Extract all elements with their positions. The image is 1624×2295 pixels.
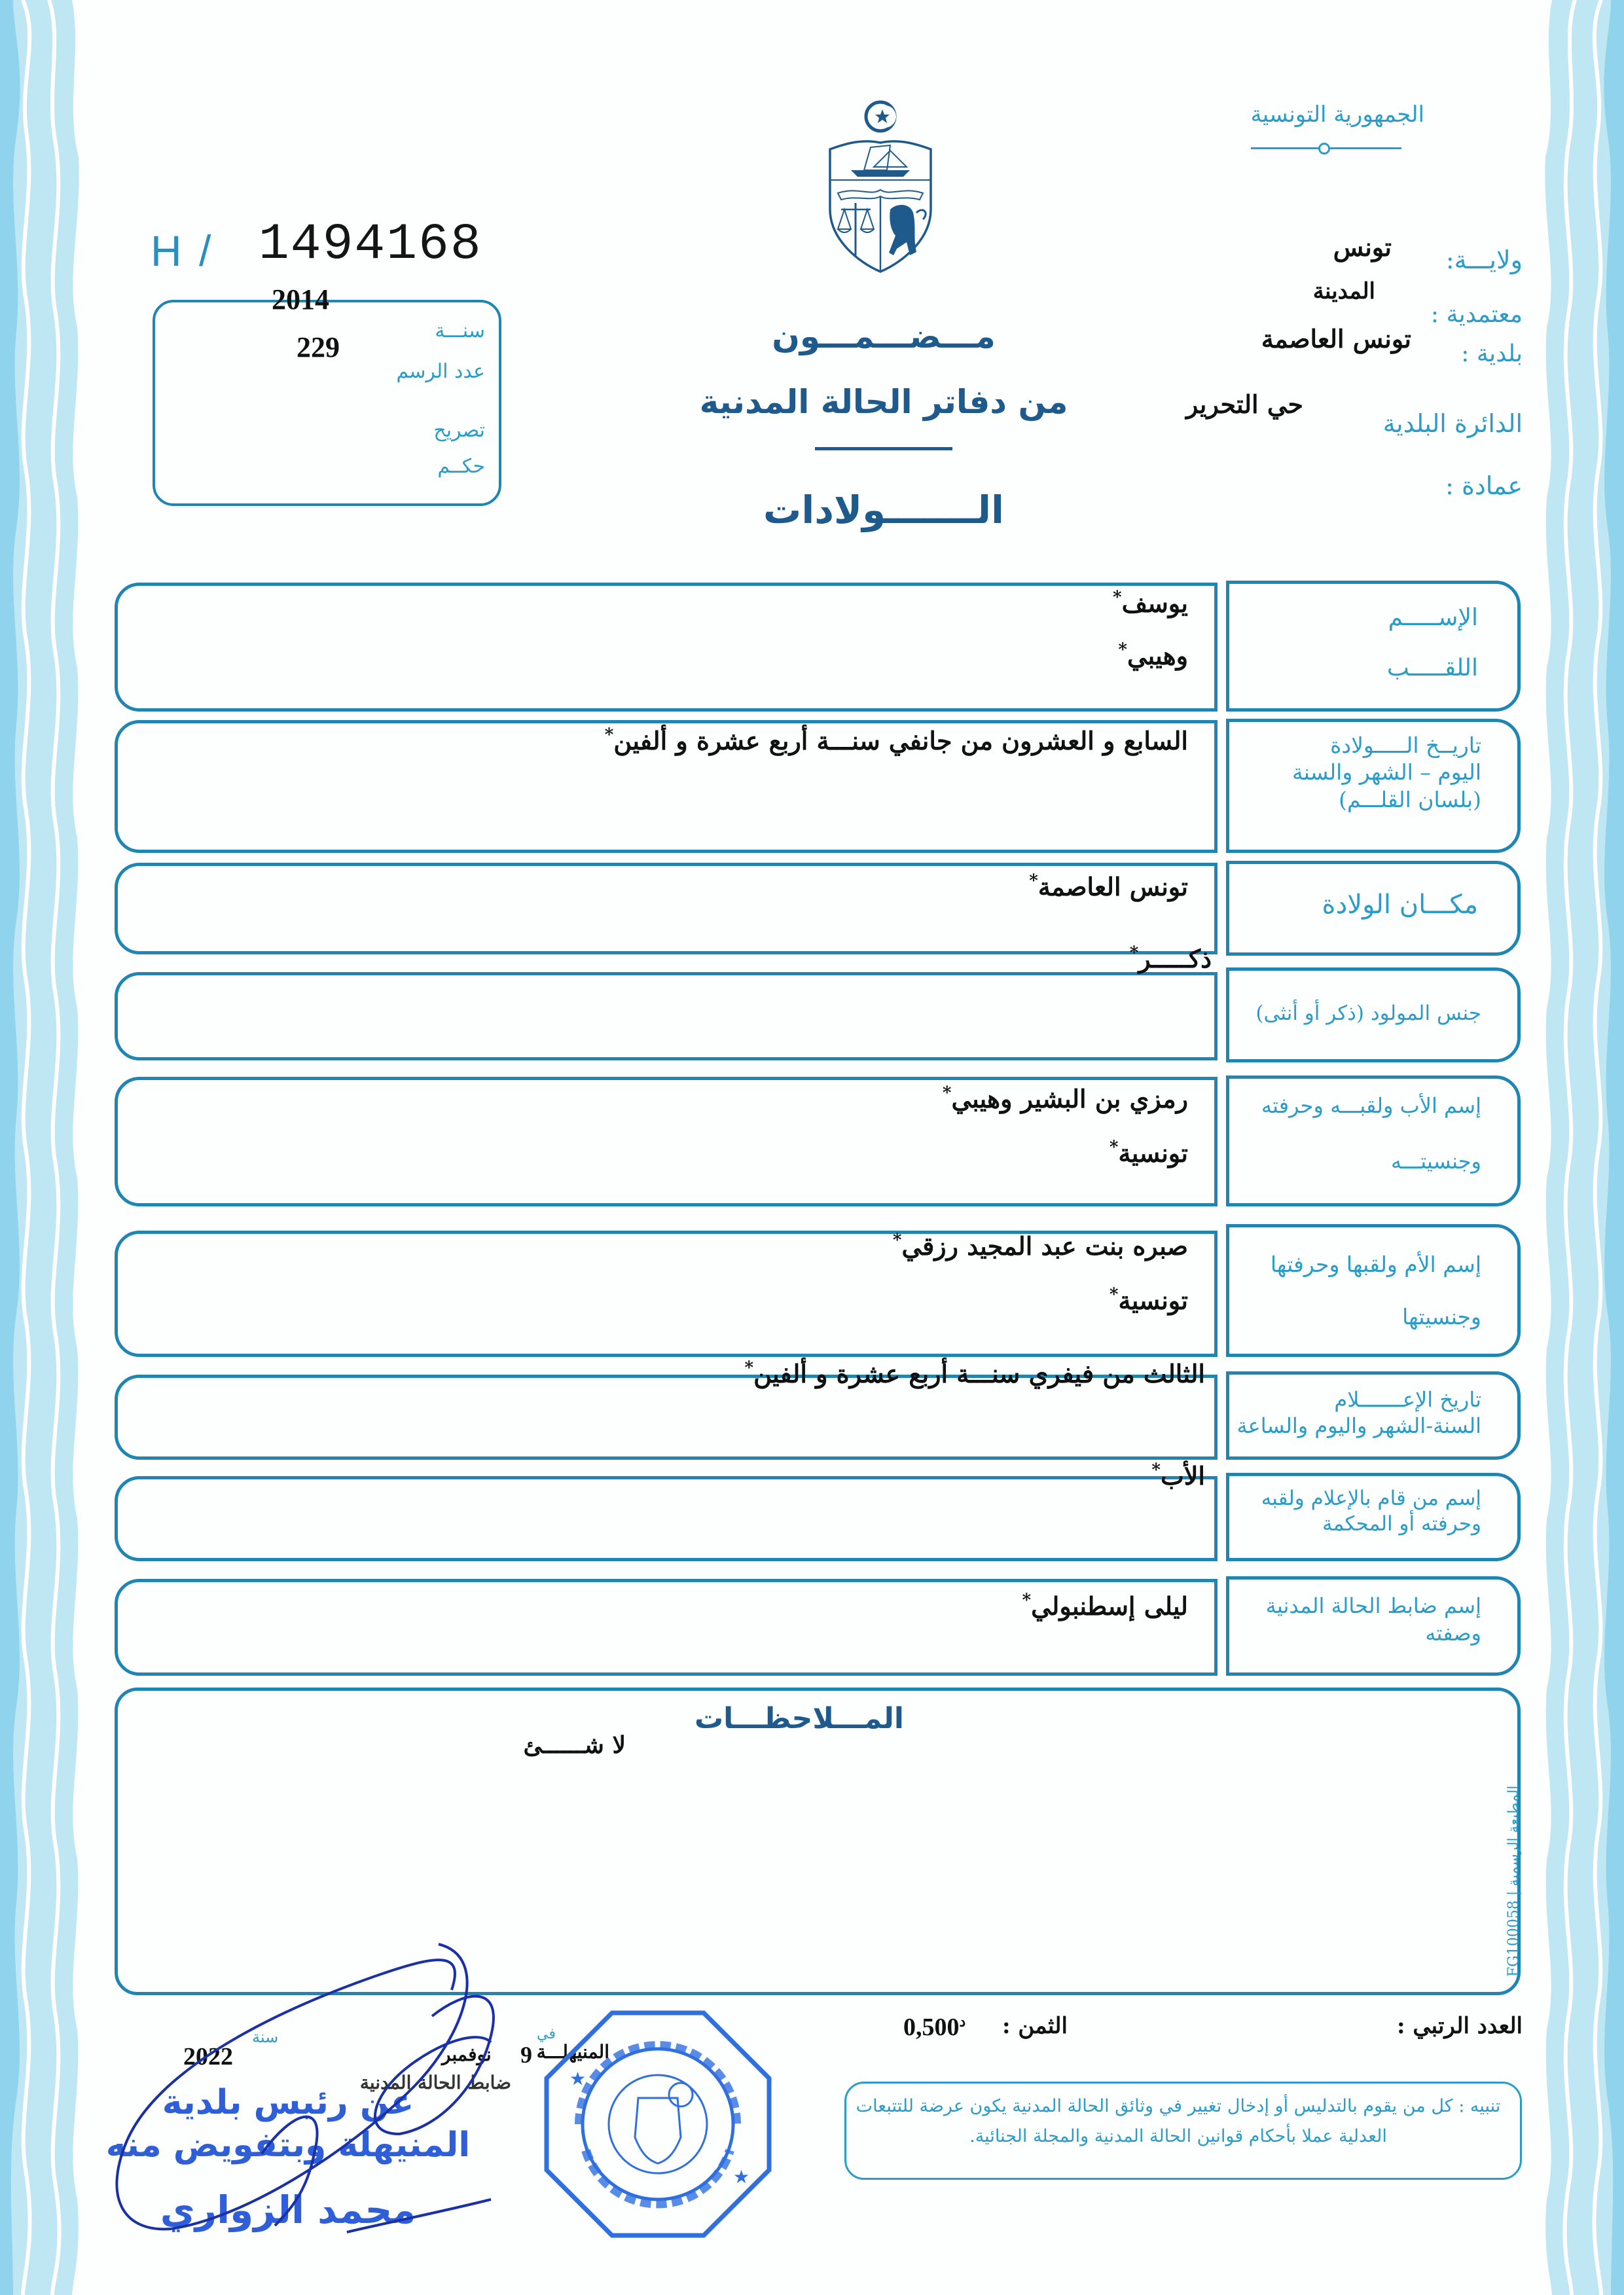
sex-value-box <box>115 972 1218 1060</box>
serial-prefix: H / <box>151 226 214 275</box>
birth-date-value: السابع و العشرون من جانفي سنـــة أربع عشرة و ألفين <box>613 726 1188 755</box>
title-line2: من دفاتر الحالة المدنية <box>699 383 1068 421</box>
municipal-district-label: الدائرة البلدية <box>1382 409 1523 438</box>
declarant-occupation-label: وحرفته أو المحكمة <box>1322 1511 1481 1536</box>
father-nationality-label: وجنسيتـــه <box>1390 1149 1481 1174</box>
last-name-value: وهيبي <box>1127 641 1188 670</box>
sex-label-box <box>1226 967 1521 1062</box>
last-name-label: اللقـــــب <box>1386 655 1478 681</box>
name-value-box: يوسف* وهيبي* <box>115 583 1218 712</box>
republic-divider <box>1251 147 1401 149</box>
birth-date-value-box: السابع و العشرون من جانفي سنـــة أربع عشرة و ألفين* <box>115 720 1218 853</box>
declaration-date-label: تاريخ الإعـــــــلام <box>1334 1387 1481 1412</box>
official-seal-icon <box>540 2006 776 2242</box>
republic-title: الجمهورية التونسية <box>1250 101 1424 128</box>
observations-value: لا شــــــئ <box>523 1731 626 1759</box>
delegation-label: معتمدية : <box>1430 301 1523 328</box>
father-label-box <box>1226 1075 1521 1206</box>
birth-place-value: تونس العاصمة <box>1038 872 1188 901</box>
registry-declaration-label: تصريح <box>433 419 485 442</box>
declarant-value: الأب <box>1160 1461 1205 1491</box>
declaration-date-label-box <box>1226 1371 1521 1460</box>
registry-judgment-label: حكــم <box>437 455 485 478</box>
birth-date-label-box <box>1226 719 1521 853</box>
declarant-label-box <box>1226 1473 1521 1561</box>
guilloche-border-right <box>1542 0 1624 2295</box>
mother-name-value: صبره بنت عبد المجيد رزقي <box>901 1231 1188 1261</box>
birth-date-format-label: اليوم – الشهر والسنة <box>1292 759 1481 786</box>
issue-year: 2022 <box>183 2043 233 2070</box>
warning-text: تنبيه : كل من يقوم بالتدليس أو إدخال تغيير في وثائق الحالة المدنية يكون عرضة للتتبعات العدلية عملا بأحكام قوانين الحالة المدنية والمجلة الجنائية. <box>856 2096 1501 2146</box>
svg-text:★: ★ <box>733 2166 750 2188</box>
mother-nationality-value: تونسية <box>1118 1286 1188 1315</box>
birth-date-label: تاريــخ الـــــولادة <box>1330 732 1481 758</box>
father-value-box: رمزي بن البشير وهيبي* تونسية* <box>115 1077 1218 1206</box>
signature-icon <box>98 1938 569 2245</box>
price-currency: د <box>959 2013 966 2030</box>
registry-act-number-value: 229 <box>297 331 340 363</box>
price-value <box>903 2013 965 2042</box>
officer-label-box <box>1226 1576 1521 1676</box>
mother-label-box <box>1226 1224 1521 1357</box>
municipality-value: تونس العاصمة <box>1261 324 1411 353</box>
wilaya-value: تونس <box>1333 232 1392 262</box>
issue-month: نوفمبر <box>442 2044 492 2065</box>
registry-act-number-label: عدد الرسم <box>396 360 485 383</box>
issue-day: 9 <box>520 2042 532 2068</box>
coat-of-arms-icon <box>825 98 936 275</box>
birth-place-value-box: تونس العاصمة* <box>115 863 1218 954</box>
birth-date-note-label: (بلسان القلـــم) <box>1339 786 1481 812</box>
officer-signature-title: ضابط الحالة المدنية <box>359 2072 511 2093</box>
price-amount: 0,500 <box>903 2014 960 2041</box>
printer-mark: المطبعة الرسمية | FG100058 <box>1506 1785 1522 1977</box>
svg-text:★: ★ <box>569 2068 586 2089</box>
birth-place-label: مكـــان الولادة <box>1322 890 1478 920</box>
mother-value-box: صبره بنت عبد المجيد رزقي* تونسية* <box>115 1231 1218 1357</box>
father-label: إسم الأب ولقبـــه وحرفته <box>1261 1093 1481 1118</box>
municipal-district-value: حي التحرير <box>1185 389 1303 419</box>
issue-in-label: في <box>537 2026 556 2042</box>
title-underline <box>815 447 952 450</box>
mother-nationality-label: وجنسيتها <box>1402 1304 1481 1329</box>
delegation-value: المدينة <box>1312 278 1375 304</box>
birth-place-label-box <box>1226 861 1521 956</box>
sex-value: ذكـــــر <box>1138 944 1212 973</box>
officer-label: إسم ضابط الحالة المدنية <box>1265 1593 1481 1618</box>
serial-number: 1494168 <box>259 216 482 274</box>
officer-value: ليلى إسطنبولي <box>1031 1591 1188 1621</box>
guilloche-border-left <box>0 0 82 2295</box>
mother-label: إسم الأم ولقبها وحرفتها <box>1270 1252 1481 1277</box>
sex-label: جنس المولود (ذكر أو أنثى) <box>1255 1002 1481 1025</box>
delegation-stamp-text: عن رئيس بلدية المنيهلة وبتفويض منه <box>105 2083 471 2165</box>
father-name-value: رمزي بن البشير وهيبي <box>951 1084 1188 1113</box>
father-nationality-value: تونسية <box>1118 1138 1188 1168</box>
ordinal-number-label: العدد الرتبي : <box>1396 2013 1523 2039</box>
omda-label: عمادة : <box>1445 471 1523 500</box>
declarant-value-box <box>115 1476 1218 1561</box>
issue-year-label: سنة <box>252 2028 279 2046</box>
officer-value-box: ليلى إسطنبولي* <box>115 1579 1218 1676</box>
declaration-date-value: الثالث من فيفري سنـــة أربع عشرة و ألفين <box>753 1359 1205 1388</box>
declarant-label: إسم من قام بالإعلام ولقبه <box>1261 1487 1481 1510</box>
municipality-label: بلدية : <box>1461 340 1523 367</box>
first-name-value: يوسف <box>1121 588 1188 618</box>
wilaya-label: ولايـــة: <box>1445 245 1523 274</box>
delegation-stamp-name: محمد الزواري <box>160 2188 416 2232</box>
title-line3: الـــــــولادات <box>763 488 1004 532</box>
declaration-date-format-label: السنة-الشهر واليوم والساعة <box>1236 1413 1481 1438</box>
officer-title-label: وصفته <box>1425 1620 1481 1646</box>
observations-label: المـــلاحظـــات <box>694 1702 904 1735</box>
first-name-label: الإســـــم <box>1388 604 1478 631</box>
price-label: الثمن : <box>1002 2013 1068 2039</box>
issue-place: المنيهلـــة <box>536 2041 609 2063</box>
registry-year-label: سنـــة <box>435 319 485 342</box>
name-label-box <box>1226 581 1521 712</box>
registry-year-value: 2014 <box>272 283 329 316</box>
title-line1: مـــضـــمـــون <box>772 317 996 355</box>
